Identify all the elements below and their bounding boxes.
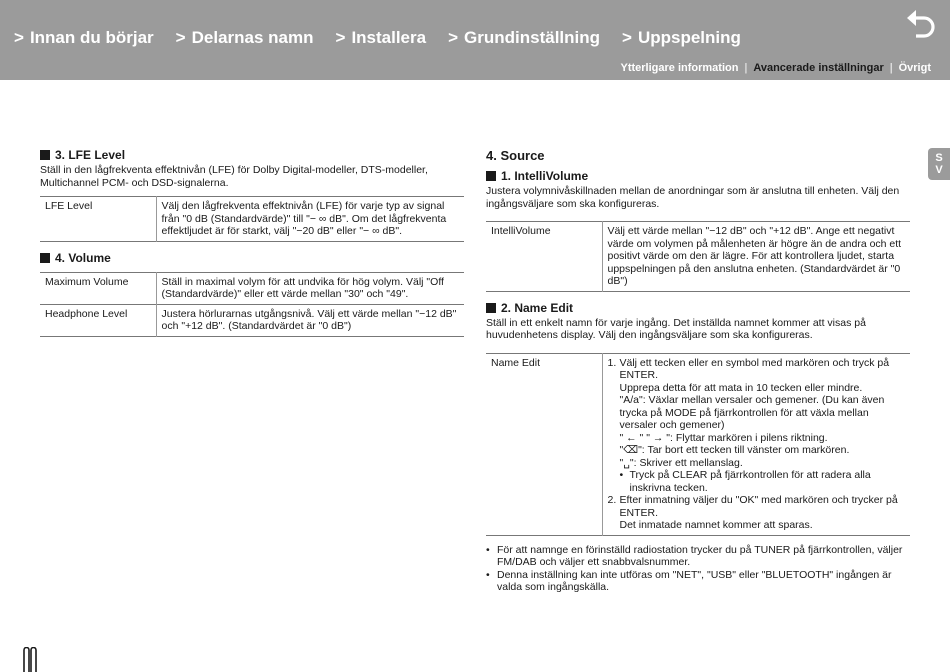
setting-description: Välj ett värde mellan "−12 dB" och "+12 dB". Ange ett negativt värde om volymen på målenheten är högre än de andra och ett positivt värde om den är lägre. För att kontrollera ljudet, starta uppspelningen på den anslutna enheten. (Standardvärdet är "0 dB")	[607, 225, 902, 287]
language-tab-letter: V	[935, 164, 943, 176]
setting-description: Välj den lågfrekventa effektnivån (LFE) för varje typ av signal från "0 dB (Standardvärde)" till "− ∞ dB". Om det lågfrekventa effektljudet är för starkt, välj "−20 dB" eller "− ∞ dB".	[161, 200, 447, 237]
step-line: "A/a": Växlar mellan versaler och gemener. (Du kan även trycka på MODE på fjärrkontrollen för att växla mellan versaler och gemener)	[619, 394, 885, 431]
top-header	[0, 0, 950, 80]
step-line: Efter inmatning väljer du "OK" med markören och trycker på ENTER.	[619, 494, 898, 519]
nav-installera[interactable]	[336, 28, 427, 48]
nav-chevron: >	[335, 28, 346, 47]
intellivolume-settings-table	[486, 221, 910, 292]
table-row	[486, 353, 910, 535]
step-line: "␣": Skriver ett mellanslag.	[619, 456, 743, 469]
setting-description: Ställ in maximal volym för att undvika för hög volym. Välj "Off (Standardvärde)" eller ett värde mellan "30" och "49".	[161, 275, 444, 300]
table-row	[486, 222, 910, 292]
step-number: 2.	[607, 494, 617, 506]
left-column	[40, 148, 464, 337]
table-row	[40, 197, 464, 242]
table-row	[40, 272, 464, 304]
nav-chevron: >	[448, 28, 459, 47]
name-edit-settings-table	[486, 353, 910, 536]
main-navigation	[14, 28, 763, 48]
subnav-avancerade-installningar[interactable]: Avancerade inställningar	[753, 62, 884, 74]
setting-name: Maximum Volume	[40, 272, 156, 304]
list-item	[608, 357, 906, 495]
setting-name: LFE Level	[40, 197, 156, 242]
intellivolume-title: 1. IntelliVolume	[501, 169, 589, 183]
section-heading	[486, 301, 910, 315]
square-bullet-icon	[40, 150, 50, 160]
nav-chevron: >	[14, 28, 24, 47]
square-bullet-icon	[486, 171, 496, 181]
notes	[486, 544, 910, 594]
intellivolume-description: Justera volymnivåskillnaden mellan de anordningar som är anslutna till enheten. Välj den ingångsväljare som ska konfigureras.	[486, 185, 900, 210]
note-item: • För att namnge en förinställd radiostation trycker du på TUNER på fjärrkontrollen, väljer FM/DAB och väljer ett snabbvalsnummer.	[486, 544, 910, 569]
square-bullet-icon	[486, 303, 496, 313]
step-line: " ← " " → ": Flyttar markören i pilens riktning.	[619, 431, 828, 444]
list-item	[608, 494, 906, 532]
nav-label: Delarnas namn	[191, 28, 314, 47]
nav-label: Installera	[351, 28, 427, 47]
nav-innan-du-borjar[interactable]	[14, 28, 154, 48]
book-pages-icon	[23, 647, 37, 672]
sub-navigation	[620, 62, 931, 74]
section-heading	[40, 251, 464, 265]
name-edit-steps	[608, 357, 906, 532]
subnav-separator: |	[744, 62, 748, 74]
nav-chevron: >	[622, 28, 632, 47]
language-tab-letter: S	[935, 152, 943, 164]
nav-label: Innan du börjar	[29, 28, 154, 47]
step-number: 1.	[607, 356, 617, 369]
subnav-separator: |	[889, 62, 893, 74]
subnav-ovrigt[interactable]: Övrigt	[898, 62, 931, 74]
nav-label: Uppspelning	[637, 28, 741, 47]
step-line: "⌫": Tar bort ett tecken till vänster om markören.	[619, 444, 850, 456]
setting-name: IntelliVolume	[486, 222, 602, 292]
lfe-title: 3. LFE Level	[55, 148, 126, 162]
source-title: 4. Source	[486, 148, 545, 163]
step-line: Upprepa detta för att mata in 10 tecken eller mindre.	[619, 381, 863, 394]
right-column	[486, 148, 910, 594]
language-tab	[928, 148, 950, 180]
setting-name: Name Edit	[486, 353, 602, 535]
section-heading	[40, 148, 464, 162]
name-edit-description: Ställ in ett enkelt namn för varje ingång. Det inställda namnet kommer att visas på huvudenhetens display. Välj den ingångsväljare som ska konfigureras.	[486, 316, 866, 341]
setting-name: Headphone Level	[40, 304, 156, 336]
note-item: • Denna inställning kan inte utföras om "NET", "USB" eller "BLUETOOTH" ingången är valda som ingångskälla.	[486, 569, 910, 594]
nav-chevron: >	[175, 28, 186, 47]
lfe-settings-table	[40, 196, 464, 242]
volume-settings-table	[40, 272, 464, 337]
lfe-description: Ställ in den lågfrekventa effektnivån (LFE) för Dolby Digital-modeller, DTS-modeller, Multichannel PCM- och DSD-signalerna.	[40, 164, 428, 189]
nav-delarnas-namn[interactable]	[176, 28, 314, 48]
return-arrow-icon[interactable]	[904, 8, 938, 38]
nav-grundinstallning[interactable]	[448, 28, 600, 48]
nav-uppspelning[interactable]	[622, 28, 741, 48]
subnav-ytterligare-information[interactable]: Ytterligare information	[620, 62, 739, 74]
table-row	[40, 304, 464, 336]
setting-description: Justera hörlurarnas utgångsnivå. Välj ett värde mellan "−12 dB" och "+12 dB". (Standardvärdet är "0 dB")	[161, 307, 457, 332]
step-bullet: • Tryck på CLEAR på fjärrkontrollen för att radera alla inskrivna tecken.	[620, 469, 906, 494]
nav-label: Grundinställning	[464, 28, 601, 47]
name-edit-title: 2. Name Edit	[501, 300, 574, 315]
step-line: Det inmatade namnet kommer att sparas.	[619, 519, 813, 531]
section-heading	[486, 169, 910, 183]
volume-title: 4. Volume	[55, 250, 111, 265]
step-line: Välj ett tecken eller en symbol med markören och tryck på ENTER.	[619, 356, 890, 381]
square-bullet-icon	[40, 253, 50, 263]
setting-description	[602, 353, 910, 535]
